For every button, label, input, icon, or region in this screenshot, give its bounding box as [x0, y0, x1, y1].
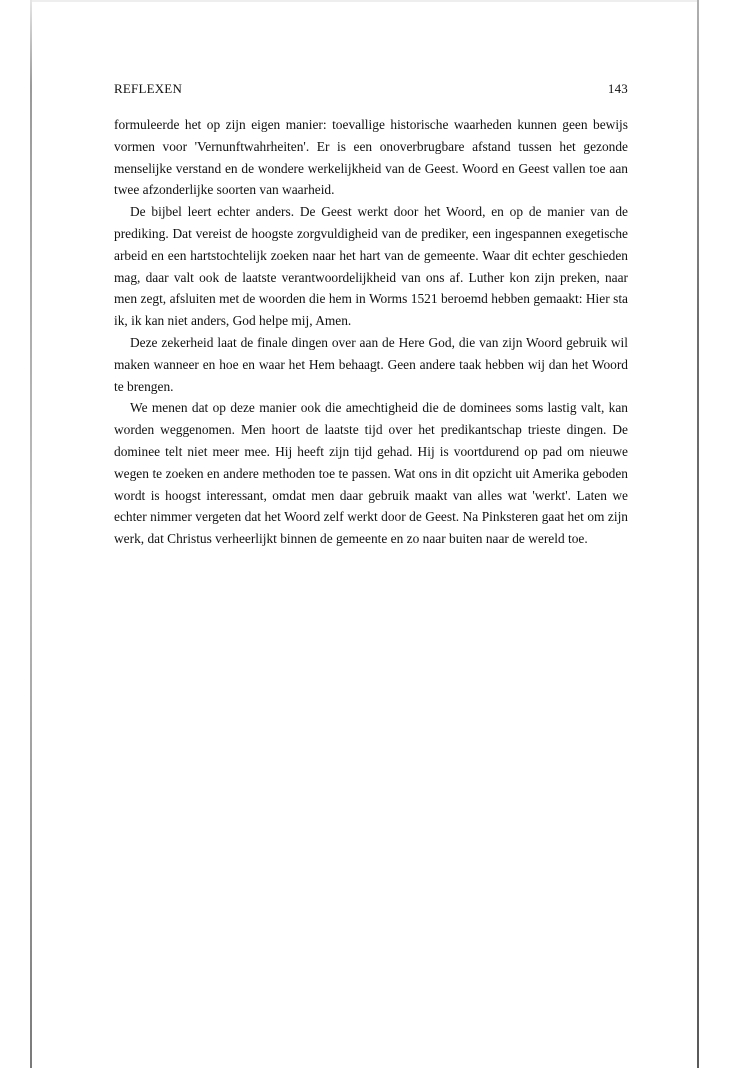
paragraph-continuation: formuleerde het op zijn eigen manier: toevallige historische waarheden kunnen geen bewijs vormen voor 'Vernunftwahrheiten'. Er is een onoverbrugbare afstand tussen het gezonde menselijke verstand en de wondere werkelijkheid van de Geest. Woord en Geest vallen toe aan twee afzonderlijke soorten van waarheid.: [114, 117, 628, 198]
paragraph: We menen dat op deze manier ook die amechtigheid die de dominees soms lastig valt, kan worden weggenomen. Men hoort de laatste tijd over het predikantschap trieste dingen. De dominee telt niet meer mee. Hij heeft zijn tijd gehad. Hij is voortdurend op pad om nieuwe wegen te zoeken en andere methoden toe te passen. Wat ons in dit opzicht uit Amerika geboden wordt is hoogst interessant, omdat men daar gebruik maakt van alles wat 'werkt'. Laten we echter nimmer vergeten dat het Woord zelf werkt door de Geest. Na Pinksteren gaat het om zijn werk, dat Christus verheerlijkt binnen de gemeente en zo naar buiten naar de wereld toe.: [114, 400, 628, 547]
running-header: [114, 80, 628, 98]
page-number: 143: [607, 81, 628, 96]
page-scan-edge-left: [30, 0, 32, 1068]
page-scan-edge-right: [697, 0, 699, 1068]
paragraph: Deze zekerheid laat de finale dingen over aan de Here God, die van zijn Woord gebruik wil maken wanneer en hoe en waar het Hem behaagt. Geen andere taak hebben wij dan het Woord te brengen.: [114, 334, 628, 394]
page-scan-edge-top: [30, 0, 699, 2]
running-head-title: REFLEXEN: [114, 81, 183, 96]
paragraph: De bijbel leert echter anders. De Geest werkt door het Woord, en op de manier van de prediking. Dat vereist de hoogste zorgvuldigheid van de prediker, een ingespannen exegetische arbeid en een hartstochtelijk zoeken naar het hart van de gemeente. Waar dit echter geschieden mag, daar valt ook de laatste verantwoordelijkheid van ons af. Luther kon zijn preken, naar men zegt, afsluiten met de woorden die hem in Worms 1521 beroemd hebben gemaakt: Hier sta ik, ik kan niet anders, God helpe mij, Amen.: [114, 204, 628, 329]
body-text: [114, 114, 628, 550]
